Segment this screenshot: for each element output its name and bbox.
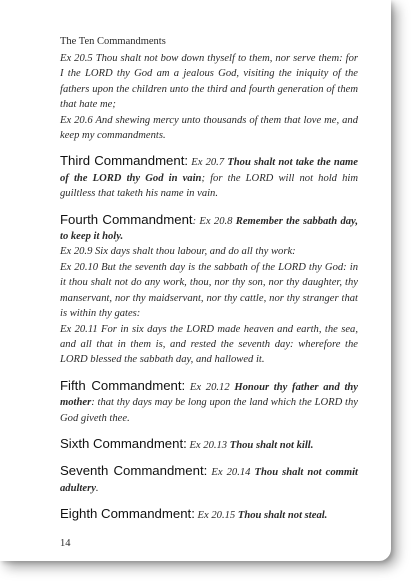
page-number: 14 [60,538,71,549]
fifth-commandment-text: Honour thy father and thy mother [60,381,358,409]
eighth-commandment-text: Thou shalt not steal. [237,510,328,522]
sixth-commandment-ref: Ex 20.13 [186,439,230,451]
third-commandment [60,153,358,201]
eighth-commandment-title: Eighth Commandment: [60,506,195,522]
eighth-commandment-ref: Ex 20.15 [194,510,238,522]
page-body [60,51,358,524]
seventh-commandment-title: Seventh Commandment: [60,463,208,479]
third-commandment-text: Thou shalt not take the name of the LORD thy God in vain [60,157,358,184]
seventh-commandment-rest: . [95,482,99,494]
seventh-commandment-text: Thou shalt not commit adultery [60,467,358,494]
verse-ex-20-6: Ex 20.6 And shewing mercy unto thousands of them that love me, and keep my commandments. [60,114,358,142]
fourth-commandment-ref: : Ex 20.8 [192,215,236,227]
fifth-commandment-title: Fifth Commandment: [60,377,186,393]
running-head: The Ten Commandments [60,36,166,47]
third-commandment-ref: Ex 20.7 [188,157,228,169]
fifth-commandment-rest: : that thy days may be long upon the land which the LORD thy God giveth thee. [60,397,358,424]
verse-ex-20-5: Ex 20.5 Thou shalt not bow down thyself to them, nor serve them: for I the LORD thy God am a jealous God, visiting the iniquity of the fathers upon the children unto the third and fourth generation of them that hate me; [60,53,358,111]
fourth-commandment-text: Remember the sabbath day, to keep it holy. [60,215,358,243]
seventh-commandment-ref: Ex 20.14 [207,467,255,479]
seventh-commandment [60,463,358,496]
third-commandment-rest: ; for the LORD will not hold him guiltless that taketh his name in vain. [60,172,358,200]
sixth-commandment [60,436,358,453]
sixth-commandment-title: Sixth Commandment: [60,435,187,451]
fifth-commandment-ref: Ex 20.12 [185,381,235,393]
verse-ex-20-11: Ex 20.11 For in six days the LORD made heaven and earth, the sea, and all that in them is, and rested the seventh day: wherefore the LORD blessed the sabbath day, and hallowed it. [60,323,358,366]
fifth-commandment [60,378,358,426]
verse-ex-20-9: Ex 20.9 Six days shalt thou labour, and do all thy work: [60,246,296,258]
fourth-commandment-title: Fourth Commandment [60,211,193,227]
eighth-commandment [60,506,358,523]
fourth-commandment [60,212,358,245]
sixth-commandment-text: Thou shalt not kill. [229,439,314,451]
verse-ex-20-10: Ex 20.10 But the seventh day is the sabbath of the LORD thy God: in it thou shalt not do any work, thou, nor thy son, nor thy daughter, thy manservant, nor thy maidservant, nor thy cattle, nor thy stranger that is within thy gates: [60,261,358,320]
third-commandment-title: Third Commandment: [60,153,189,169]
